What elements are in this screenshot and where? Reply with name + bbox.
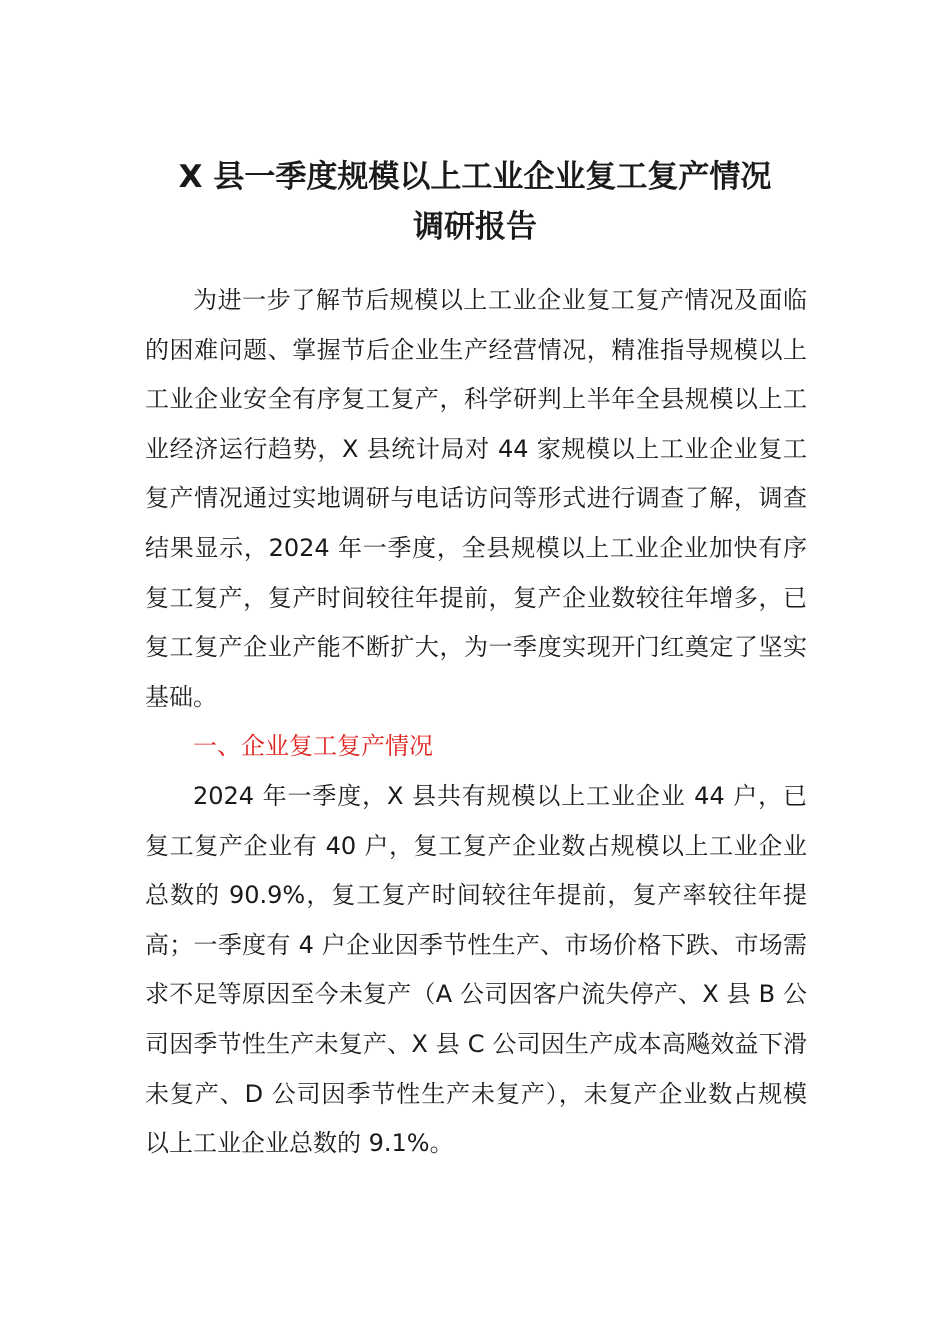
title-line-2: 调研报告 <box>413 209 537 245</box>
section-heading: 一、企业复工复产情况 <box>193 732 433 761</box>
document-title <box>100 152 850 252</box>
section-paragraph: 2024 年一季度，X 县共有规模以上工业企业 44 户，已复工复产企业有 40 户，复工复产企业数占规模以上工业企业总数的 90.9%，复工复产时间较往年提前，复产率较往年提高；一季度有 4 户企业因季节性生产、市场价格下跌、市场需求不足等原因至今未复产（A 公司因客户流失停产、X 县 B 公司因季节性生产未复产、X 县 C 公司因生产成本高飚效益下滑未复产、D 公司因季节性生产未复产），未复产企业数占规模以上工业企业总数的 9.1%。 <box>145 781 807 1158</box>
title-line-1: X 县一季度规模以上工业企业复工复产情况 <box>178 159 772 195</box>
intro-paragraph: 为进一步了解节后规模以上工业企业复工复产情况及面临的困难问题、掌握节后企业生产经营情况，精准指导规模以上工业企业安全有序复工复产，科学研判上半年全县规模以上工业经济运行趋势，X 县统计局对 44 家规模以上工业企业复工复产情况通过实地调研与电话访问等形式进行调查了解，调查结果显示，2024 年一季度，全县规模以上工业企业加快有序复工复产，复产时间较往年提前，复产企业数较往年增多，已复工复产企业产能不断扩大，为一季度实现开门红奠定了坚实基础。 <box>145 286 807 711</box>
document-body <box>145 276 807 1169</box>
